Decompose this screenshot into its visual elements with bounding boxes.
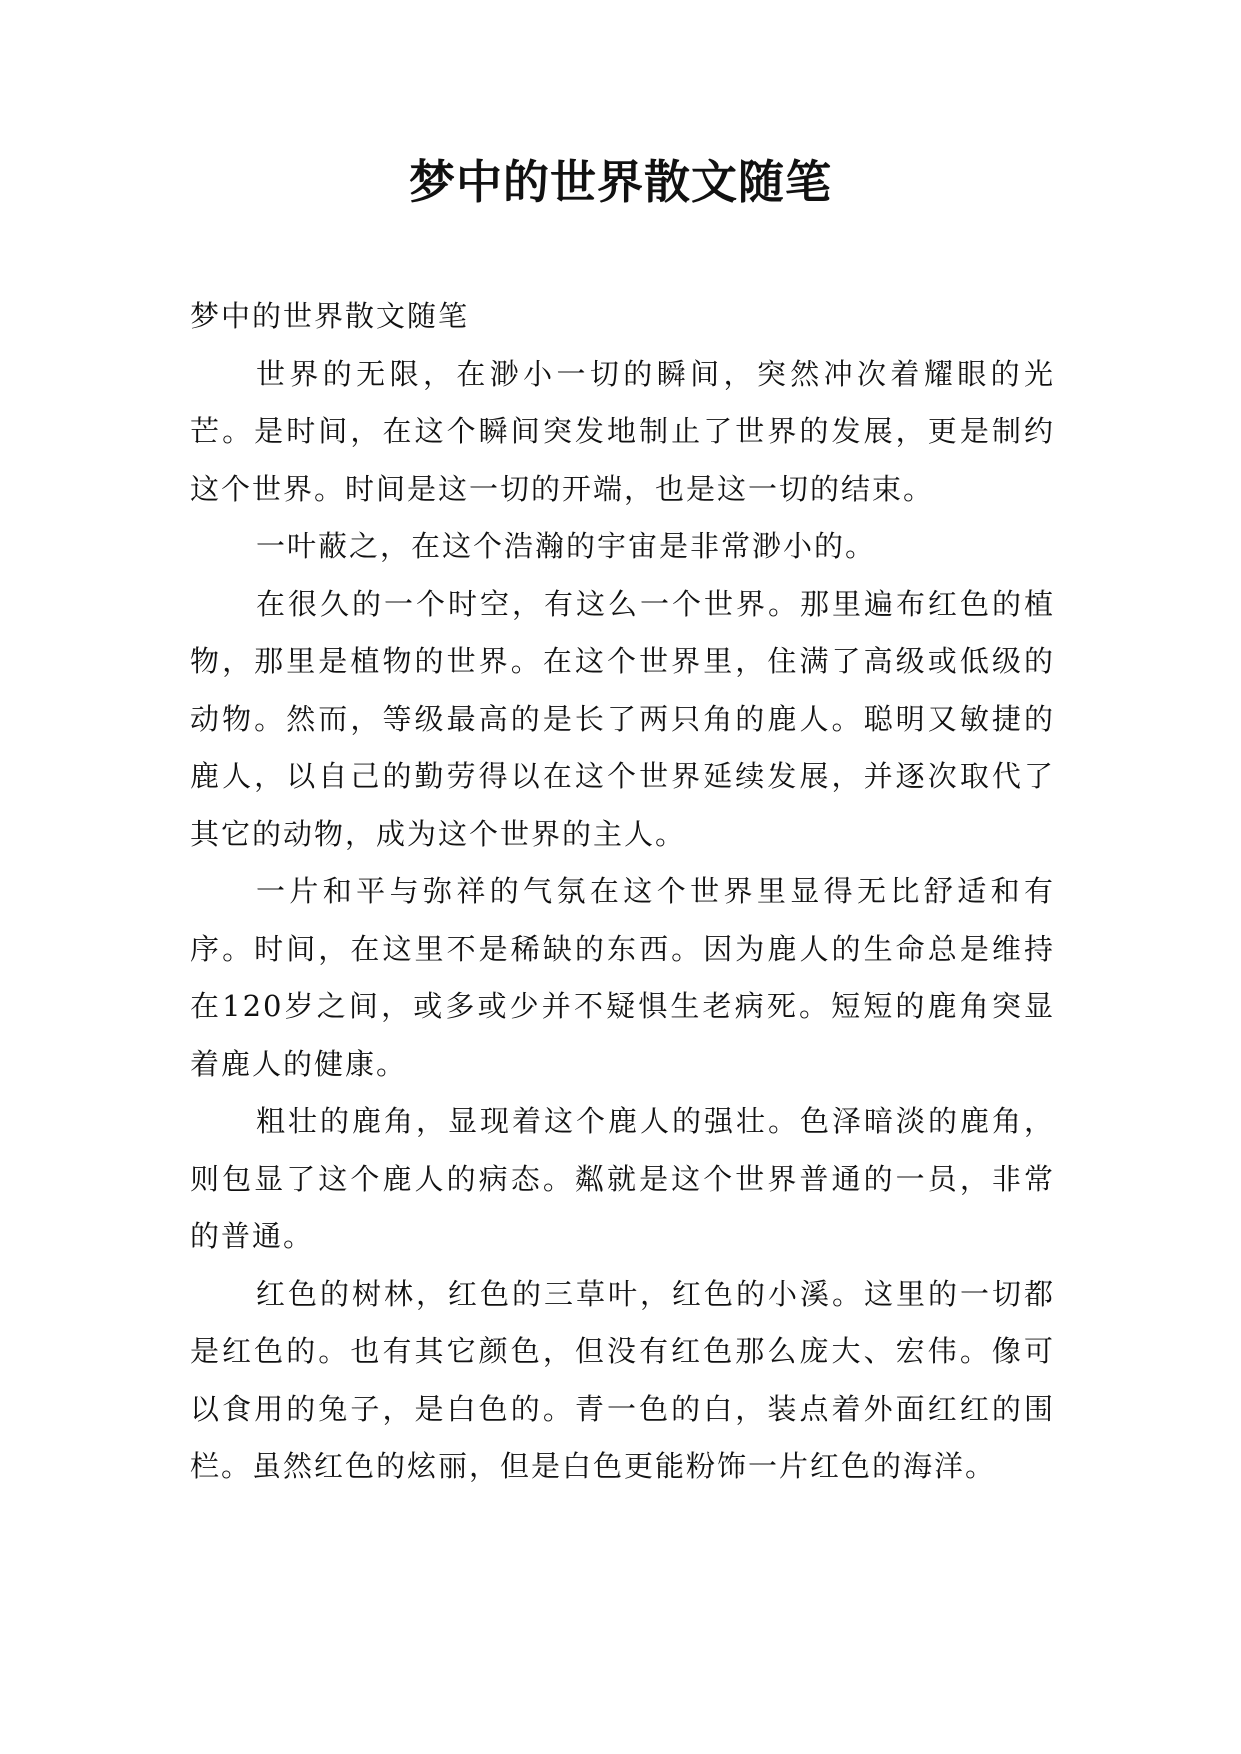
paragraph: 在很久的一个时空，有这么一个世界。那里遍布红色的植物，那里是植物的世界。在这个世界里，住满了高级或低级的动物。然而，等级最高的是长了两只角的鹿人。聪明又敏捷的鹿人，以自己的勤劳得以在这个世界延续发展，并逐次取代了其它的动物，成为这个世界的主人。 <box>190 586 1055 851</box>
paragraph: 粗壮的鹿角，显现着这个鹿人的强壮。色泽暗淡的鹿角，则包显了这个鹿人的病态。粼就是这个世界普通的一员，非常的普通。 <box>190 1104 1055 1253</box>
paragraph: 一片和平与弥祥的气氛在这个世界里显得无比舒适和有序。时间，在这里不是稀缺的东西。因为鹿人的生命总是维持在120岁之间，或多或少并不疑惧生老病死。短短的鹿角突显着鹿人的健康。 <box>190 874 1055 1081</box>
document-subtitle: 梦中的世界散文随笔 <box>190 299 470 333</box>
document-title: 梦中的世界散文随笔 <box>409 155 832 209</box>
document-body <box>190 288 1055 1496</box>
paragraph: 世界的无限，在渺小一切的瞬间，突然冲次着耀眼的光芒。是时间，在这个瞬间突发地制止了世界的发展，更是制约这个世界。时间是这一切的开端，也是这一切的结束。 <box>190 356 1055 506</box>
paragraph: 一叶蔽之，在这个浩瀚的宇宙是非常渺小的。 <box>256 529 877 563</box>
paragraph: 红色的树林，红色的三草叶，红色的小溪。这里的一切都是红色的。也有其它颜色，但没有红色那么庞大、宏伟。像可以食用的兔子，是白色的。青一色的白，装点着外面红红的围栏。虽然红色的炫丽，但是白色更能粉饰一片红色的海洋。 <box>190 1276 1055 1483</box>
